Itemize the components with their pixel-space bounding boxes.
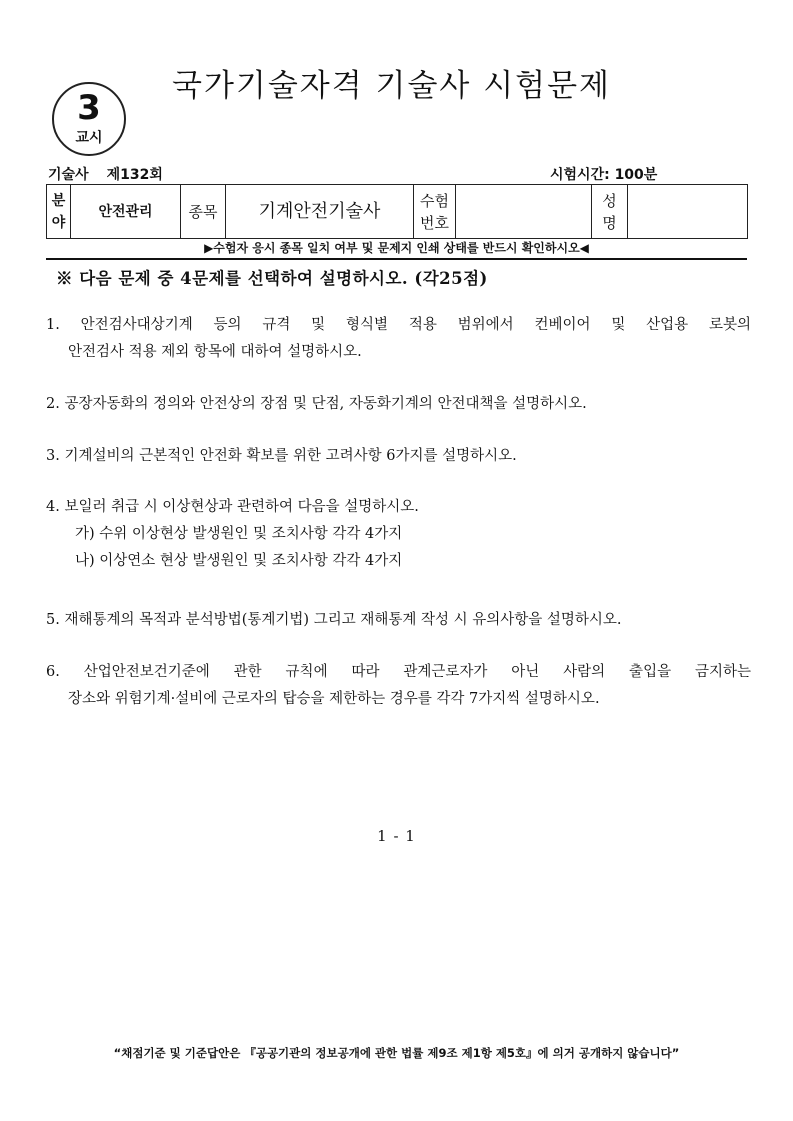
exam-time: 시험시간: 100분 [550,167,658,183]
question-6: 6. 산업안전보건기준에 관한 규칙에 따라 관계근로자가 아닌 사람의 출입을 금지하는 장소와 위험기계·설비에 근로자의 탑승을 제한하는 경우를 각각 7가지씩 설명하시오. [46,664,751,707]
field-label: 분 야 [47,185,71,239]
question-1: 1. 안전검사대상기계 등의 규격 및 형식별 적용 범위에서 컨베이어 및 산업용 로봇의 안전검사 적용 제외 항목에 대하여 설명하시오. [46,317,751,360]
name-field[interactable] [628,185,748,239]
question-4-sub-b: 나) 이상연소 현상 발생원인 및 조치사항 각각 4가지 [75,553,403,569]
name-label: 성 명 [592,185,628,239]
question-4-sub-a: 가) 수위 이상현상 발생원인 및 조치사항 각각 4가지 [75,526,403,542]
period-badge [52,82,126,156]
exam-category: 기술사 [48,167,89,183]
page-title: 국가기술자격 기술사 시험문제 [172,68,612,104]
period-number: 3 [77,88,101,128]
exam-category-round [48,166,163,184]
exam-round: 제132회 [106,167,163,183]
question-4: 4. 보일러 취급 시 이상현상과 관련하여 다음을 설명하시오. 가) 수위 이상현상 발생원인 및 조치사항 각각 4가지 나) 이상연소 현상 발생원인 및 조치사항 각각 4가지 [46,494,751,575]
question-5: 5. 재해통계의 목적과 분석방법(통계기법) 그리고 재해통계 작성 시 유의사항을 설명하시오. [46,612,622,628]
exam-number-field[interactable] [456,185,592,239]
verification-notice: ▶수험자 응시 종목 일치 여부 및 문제지 인쇄 상태를 반드시 확인하시오◀ [204,241,589,255]
period-label: 교시 [75,130,103,146]
footer-disclaimer: “채점기준 및 기준답안은 『공공기관의 정보공개에 관한 법률 제9조 제1항 제5호』에 의거 공개하지 않습니다” [113,1046,680,1060]
field-value: 안전관리 [71,185,181,239]
question-3: 3. 기계설비의 근본적인 안전화 확보를 위한 고려사항 6가지를 설명하시오. [46,448,517,464]
type-value: 기계안전기술사 [226,185,414,239]
type-label: 종목 [181,185,226,239]
question-2: 2. 공장자동화의 정의와 안전상의 장점 및 단점, 자동화기계의 안전대책을 설명하시오. [46,396,587,412]
exam-info-table [46,184,748,239]
exam-number-label: 수험 번호 [414,185,456,239]
divider [46,258,747,260]
page-number: 1 - 1 [377,827,416,845]
instruction: ※ 다음 문제 중 4문제를 선택하여 설명하시오. (각25점) [56,269,488,288]
